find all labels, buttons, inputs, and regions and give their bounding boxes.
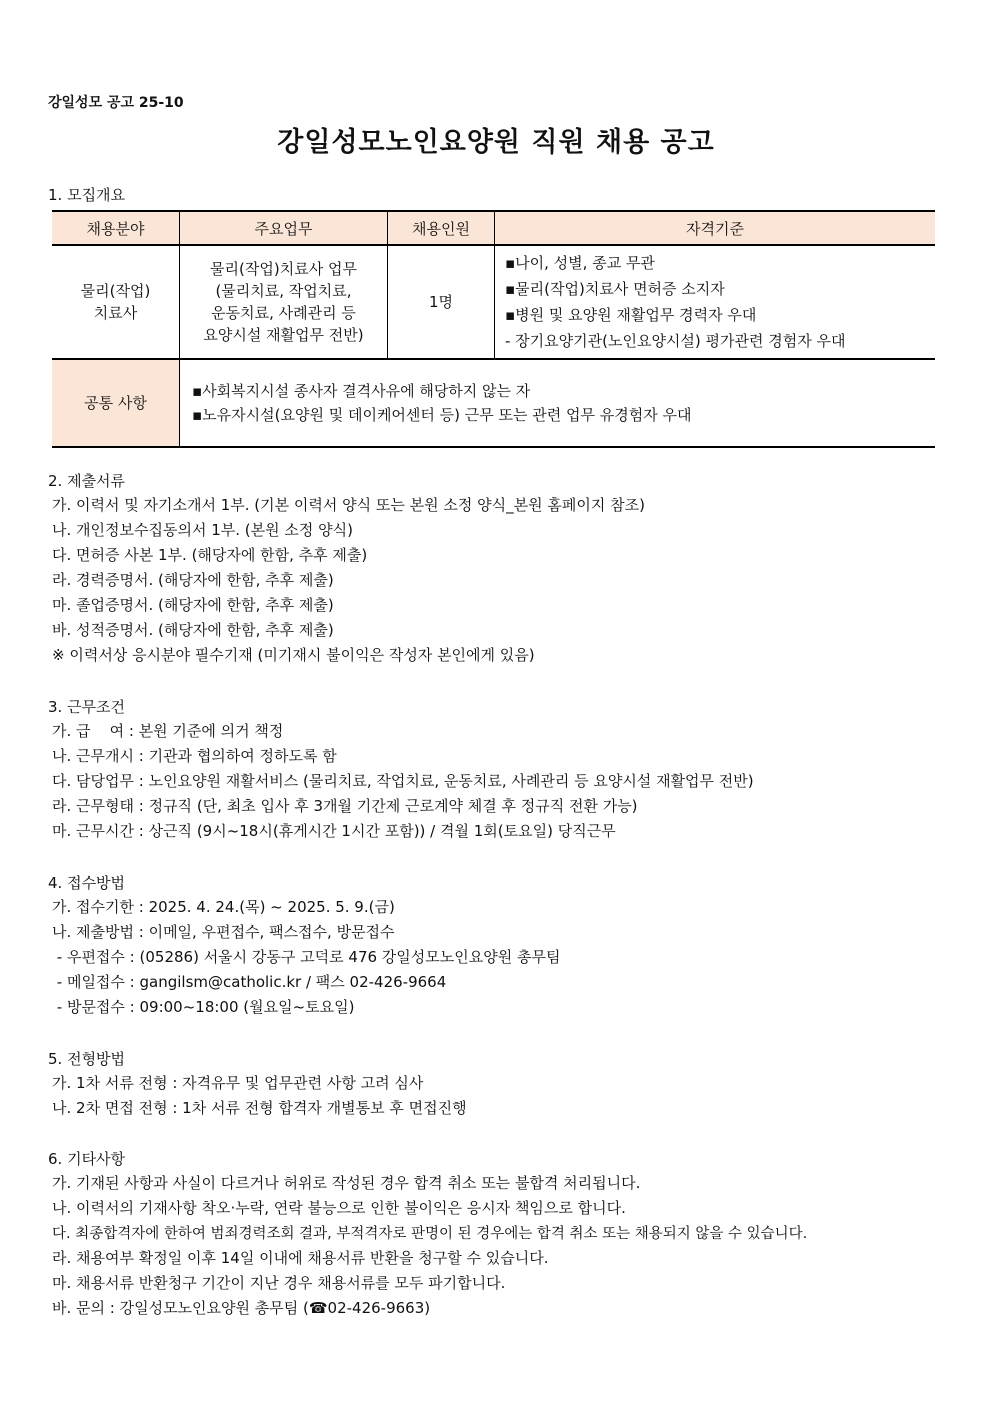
header-count: 채용인원 — [388, 211, 495, 245]
cell-common-label: 공통 사항 — [52, 359, 180, 447]
list-item: 라. 근무형태 : 정규직 (단, 최초 입사 후 3개월 기간제 근로계약 체결 후 정규직 전환 가능) — [52, 797, 638, 815]
criteria-item: ▪나이, 성별, 종교 무관 — [505, 254, 655, 272]
header-field: 채용분야 — [52, 211, 180, 245]
section6-title: 6. 기타사항 — [48, 1150, 126, 1168]
document-number: 강일성모 공고 25-10 — [48, 95, 184, 111]
cell-field — [52, 245, 180, 359]
list-item: 나. 2차 면접 전형 : 1차 서류 전형 합격자 개별통보 후 면접진행 — [52, 1099, 467, 1117]
section5-title: 5. 전형방법 — [48, 1050, 126, 1068]
duty-line: 요양시설 재활업무 전반) — [203, 326, 364, 344]
section1-title: 1. 모집개요 — [48, 186, 126, 204]
field-line: 물리(작업) — [80, 282, 151, 300]
list-item: 가. 이력서 및 자기소개서 1부. (기본 이력서 양식 또는 본원 소정 양식_본원 홈페이지 참조) — [52, 496, 645, 514]
list-item: 라. 채용여부 확정일 이후 14일 이내에 채용서류 반환을 청구할 수 있습니다. — [52, 1249, 549, 1267]
cell-count: 1명 — [388, 245, 495, 359]
list-item: 마. 채용서류 반환청구 기간이 지난 경우 채용서류를 모두 파기합니다. — [52, 1274, 506, 1292]
cell-criteria — [495, 245, 936, 359]
list-item: 가. 접수기한 : 2025. 4. 24.(목) ~ 2025. 5. 9.(금) — [52, 898, 395, 916]
page-title: 강일성모노인요양원 직원 채용 공고 — [277, 127, 715, 158]
criteria-item: ▪물리(작업)치료사 면허증 소지자 — [505, 280, 725, 298]
list-item: - 우편접수 : (05286) 서울시 강동구 고덕로 476 강일성모노인요양원 총무팀 — [52, 948, 561, 966]
duty-line: 물리(작업)치료사 업무 — [210, 260, 357, 278]
recruitment-table — [52, 210, 935, 448]
list-item: 나. 이력서의 기재사항 착오·누락, 연락 불능으로 인한 불이익은 응시자 책임으로 합니다. — [52, 1199, 626, 1217]
section4-title: 4. 접수방법 — [48, 874, 126, 892]
list-item: 라. 경력증명서. (해당자에 한함, 추후 제출) — [52, 571, 334, 589]
list-item: 나. 제출방법 : 이메일, 우편접수, 팩스접수, 방문접수 — [52, 923, 395, 941]
list-item: 다. 최종합격자에 한하여 범죄경력조회 결과, 부적격자로 판명이 된 경우에는 합격 취소 또는 채용되지 않을 수 있습니다. — [52, 1226, 808, 1242]
list-item: 가. 1차 서류 전형 : 자격유무 및 업무관련 사항 고려 심사 — [52, 1074, 424, 1092]
field-line: 치료사 — [93, 304, 138, 322]
common-item: ▪노유자시설(요양원 및 데이케어센터 등) 근무 또는 관련 업무 유경험자 우대 — [192, 406, 692, 424]
list-item: 마. 졸업증명서. (해당자에 한함, 추후 제출) — [52, 596, 334, 614]
section2-title: 2. 제출서류 — [48, 472, 126, 490]
criteria-item: - 장기요양기관(노인요양시설) 평가관련 경험자 우대 — [505, 332, 846, 350]
cell-common-items — [180, 359, 936, 447]
table-header-row — [52, 211, 935, 245]
table-row-common — [52, 359, 935, 447]
list-item: 가. 기재된 사항과 사실이 다르거나 허위로 작성된 경우 합격 취소 또는 불합격 처리됩니다. — [52, 1174, 641, 1192]
list-item: 바. 성적증명서. (해당자에 한함, 추후 제출) — [52, 621, 334, 639]
duty-line: (물리치료, 작업치료, — [215, 282, 352, 300]
duty-line: 운동치료, 사례관리 등 — [211, 304, 356, 322]
list-item: 다. 담당업무 : 노인요양원 재활서비스 (물리치료, 작업치료, 운동치료, 사례관리 등 요양시설 재활업무 전반) — [52, 772, 754, 790]
list-item: 마. 근무시간 : 상근직 (9시~18시(휴게시간 1시간 포함)) / 격월 1회(토요일) 당직근무 — [52, 822, 616, 840]
contact-item: 바. 문의 : 강일성모노인요양원 총무팀 (☎02-426-9663) — [52, 1299, 431, 1317]
list-item: 나. 개인정보수집동의서 1부. (본원 소정 양식) — [52, 521, 353, 539]
note-item: ※ 이력서상 응시분야 필수기재 (미기재시 불이익은 작성자 본인에게 있음) — [52, 646, 535, 664]
cell-duties — [180, 245, 388, 359]
section3-title: 3. 근무조건 — [48, 698, 126, 716]
list-item: 다. 면허증 사본 1부. (해당자에 한함, 추후 제출) — [52, 546, 368, 564]
header-duties: 주요업무 — [180, 211, 388, 245]
common-item: ▪사회복지시설 종사자 결격사유에 해당하지 않는 자 — [192, 382, 531, 400]
table-row — [52, 245, 935, 359]
header-criteria: 자격기준 — [495, 211, 936, 245]
criteria-item: ▪병원 및 요양원 재활업무 경력자 우대 — [505, 306, 757, 324]
list-item: 가. 급 여 : 본원 기준에 의거 책정 — [52, 722, 284, 740]
list-item: - 메일접수 : gangilsm@catholic.kr / 팩스 02-426-9664 — [52, 973, 447, 991]
list-item: 나. 근무개시 : 기관과 협의하여 정하도록 함 — [52, 747, 337, 765]
list-item: - 방문접수 : 09:00~18:00 (월요일~토요일) — [52, 998, 355, 1016]
